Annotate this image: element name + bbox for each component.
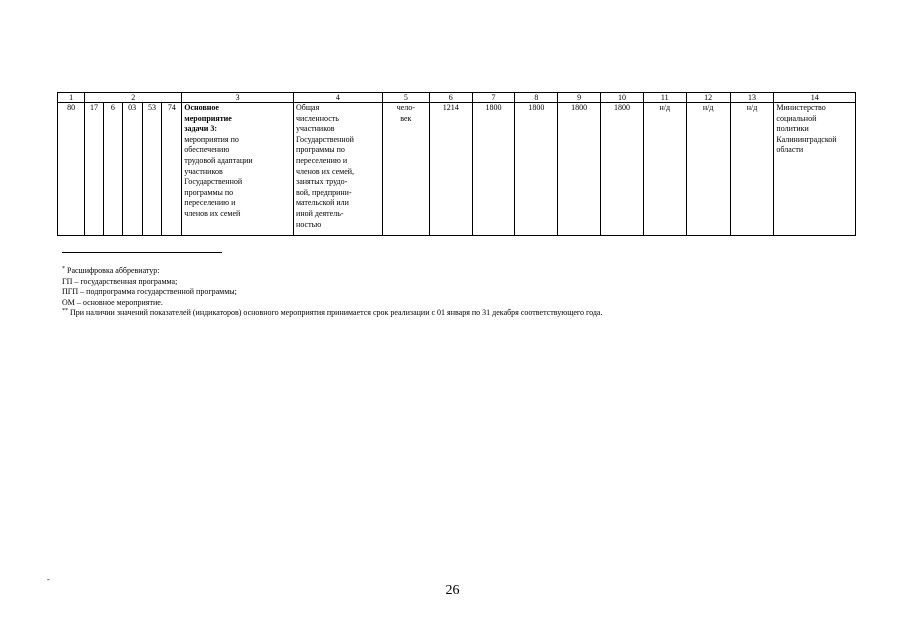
row-number-cell: 80 (58, 103, 85, 236)
executor-text-line: Министерство (776, 103, 826, 112)
indicator-name-cell (294, 103, 383, 236)
measure-text-line: обеспечению (184, 145, 230, 155)
indicator-text-line: Государственной (296, 134, 354, 144)
executor-text-line: Калининградской (776, 134, 837, 144)
unit-text-line: чело- (396, 103, 415, 112)
footnote-divider (62, 252, 222, 253)
measure-text-line: переселению и (184, 198, 236, 208)
footnote-marker: ** (62, 308, 68, 314)
measure-text-line: мероприятия по (184, 134, 239, 144)
header-cell: 11 (643, 93, 686, 103)
footnote-line: ГП – государственная программа; (62, 276, 178, 286)
indicator-text-line: переселению и (296, 155, 348, 165)
code-cell: 53 (142, 103, 162, 236)
measure-title-line: Основное (184, 103, 219, 112)
indicator-text-line: занятых трудо- (296, 177, 348, 187)
indicator-text-line: вой, предприни- (296, 187, 352, 197)
header-cell: 8 (515, 93, 558, 103)
footnote-text: При наличии значений показателей (индикаторов) основного мероприятия принимается срок реализации с 01 января по 31 декабря соответствующего года. (68, 308, 603, 317)
stray-mark: - (47, 575, 50, 584)
header-cell: 5 (382, 93, 429, 103)
unit-cell (382, 103, 429, 236)
footnote-line: ПГП – подпрограмма государственной программы; (62, 287, 237, 296)
header-cell: 2 (85, 93, 182, 103)
measure-text-line: программы по (184, 187, 234, 197)
indicator-text-line: ностью (296, 219, 322, 229)
header-cell: 4 (294, 93, 383, 103)
table-header-row (58, 93, 856, 103)
value-cell: 1800 (558, 103, 601, 236)
indicators-table (57, 92, 856, 236)
footnote-line: ОМ – основное мероприятие. (62, 297, 163, 307)
header-cell: 13 (730, 93, 774, 103)
header-cell: 14 (774, 93, 856, 103)
code-cell: 03 (122, 103, 142, 236)
value-cell: 1214 (429, 103, 472, 236)
header-cell: 12 (686, 93, 730, 103)
footnote-text: Расшифровка аббревиатур: (65, 266, 160, 275)
header-cell: 7 (472, 93, 515, 103)
indicator-text-line: участников (296, 124, 335, 134)
indicator-text-line: членов их семей, (296, 166, 355, 176)
executor-text-line: области (776, 145, 804, 155)
page-number: 26 (445, 583, 460, 598)
measure-text-line: Государственной (184, 177, 243, 187)
measure-text-line: членов их семей (184, 208, 241, 218)
header-cell: 9 (558, 93, 601, 103)
indicator-text-line: Общая (296, 103, 320, 112)
footnote-line (62, 266, 602, 277)
value-cell: н/д (730, 103, 774, 236)
value-cell: н/д (643, 103, 686, 236)
value-cell: н/д (686, 103, 730, 236)
indicator-text-line: иной деятель- (296, 208, 344, 218)
unit-text-line: век (400, 113, 412, 123)
measure-text-line: трудовой адаптации (184, 155, 253, 165)
value-cell: 1800 (472, 103, 515, 236)
indicator-text-line: численность (296, 113, 339, 123)
value-cell: 1800 (601, 103, 644, 236)
executor-text-line: политики (776, 124, 809, 134)
header-cell: 3 (182, 93, 294, 103)
executor-text-line: социальной (776, 113, 817, 123)
indicator-text-line: программы по (296, 145, 345, 155)
header-cell: 1 (58, 93, 85, 103)
executor-cell (774, 103, 856, 236)
code-cell: 6 (103, 103, 122, 236)
header-cell: 6 (429, 93, 472, 103)
footnotes (62, 266, 602, 319)
measure-title-line: задачи 3: (184, 124, 218, 134)
footnote-line (62, 308, 602, 319)
indicator-text-line: мательской или (296, 198, 349, 208)
code-cell: 17 (85, 103, 104, 236)
footnote-marker: * (62, 266, 65, 272)
measure-title-line: мероприятие (184, 113, 232, 123)
code-cell: 74 (162, 103, 182, 236)
measure-name-cell (182, 103, 294, 236)
header-cell: 10 (601, 93, 644, 103)
table-row (58, 103, 856, 236)
value-cell: 1800 (515, 103, 558, 236)
measure-text-line: участников (184, 166, 223, 176)
